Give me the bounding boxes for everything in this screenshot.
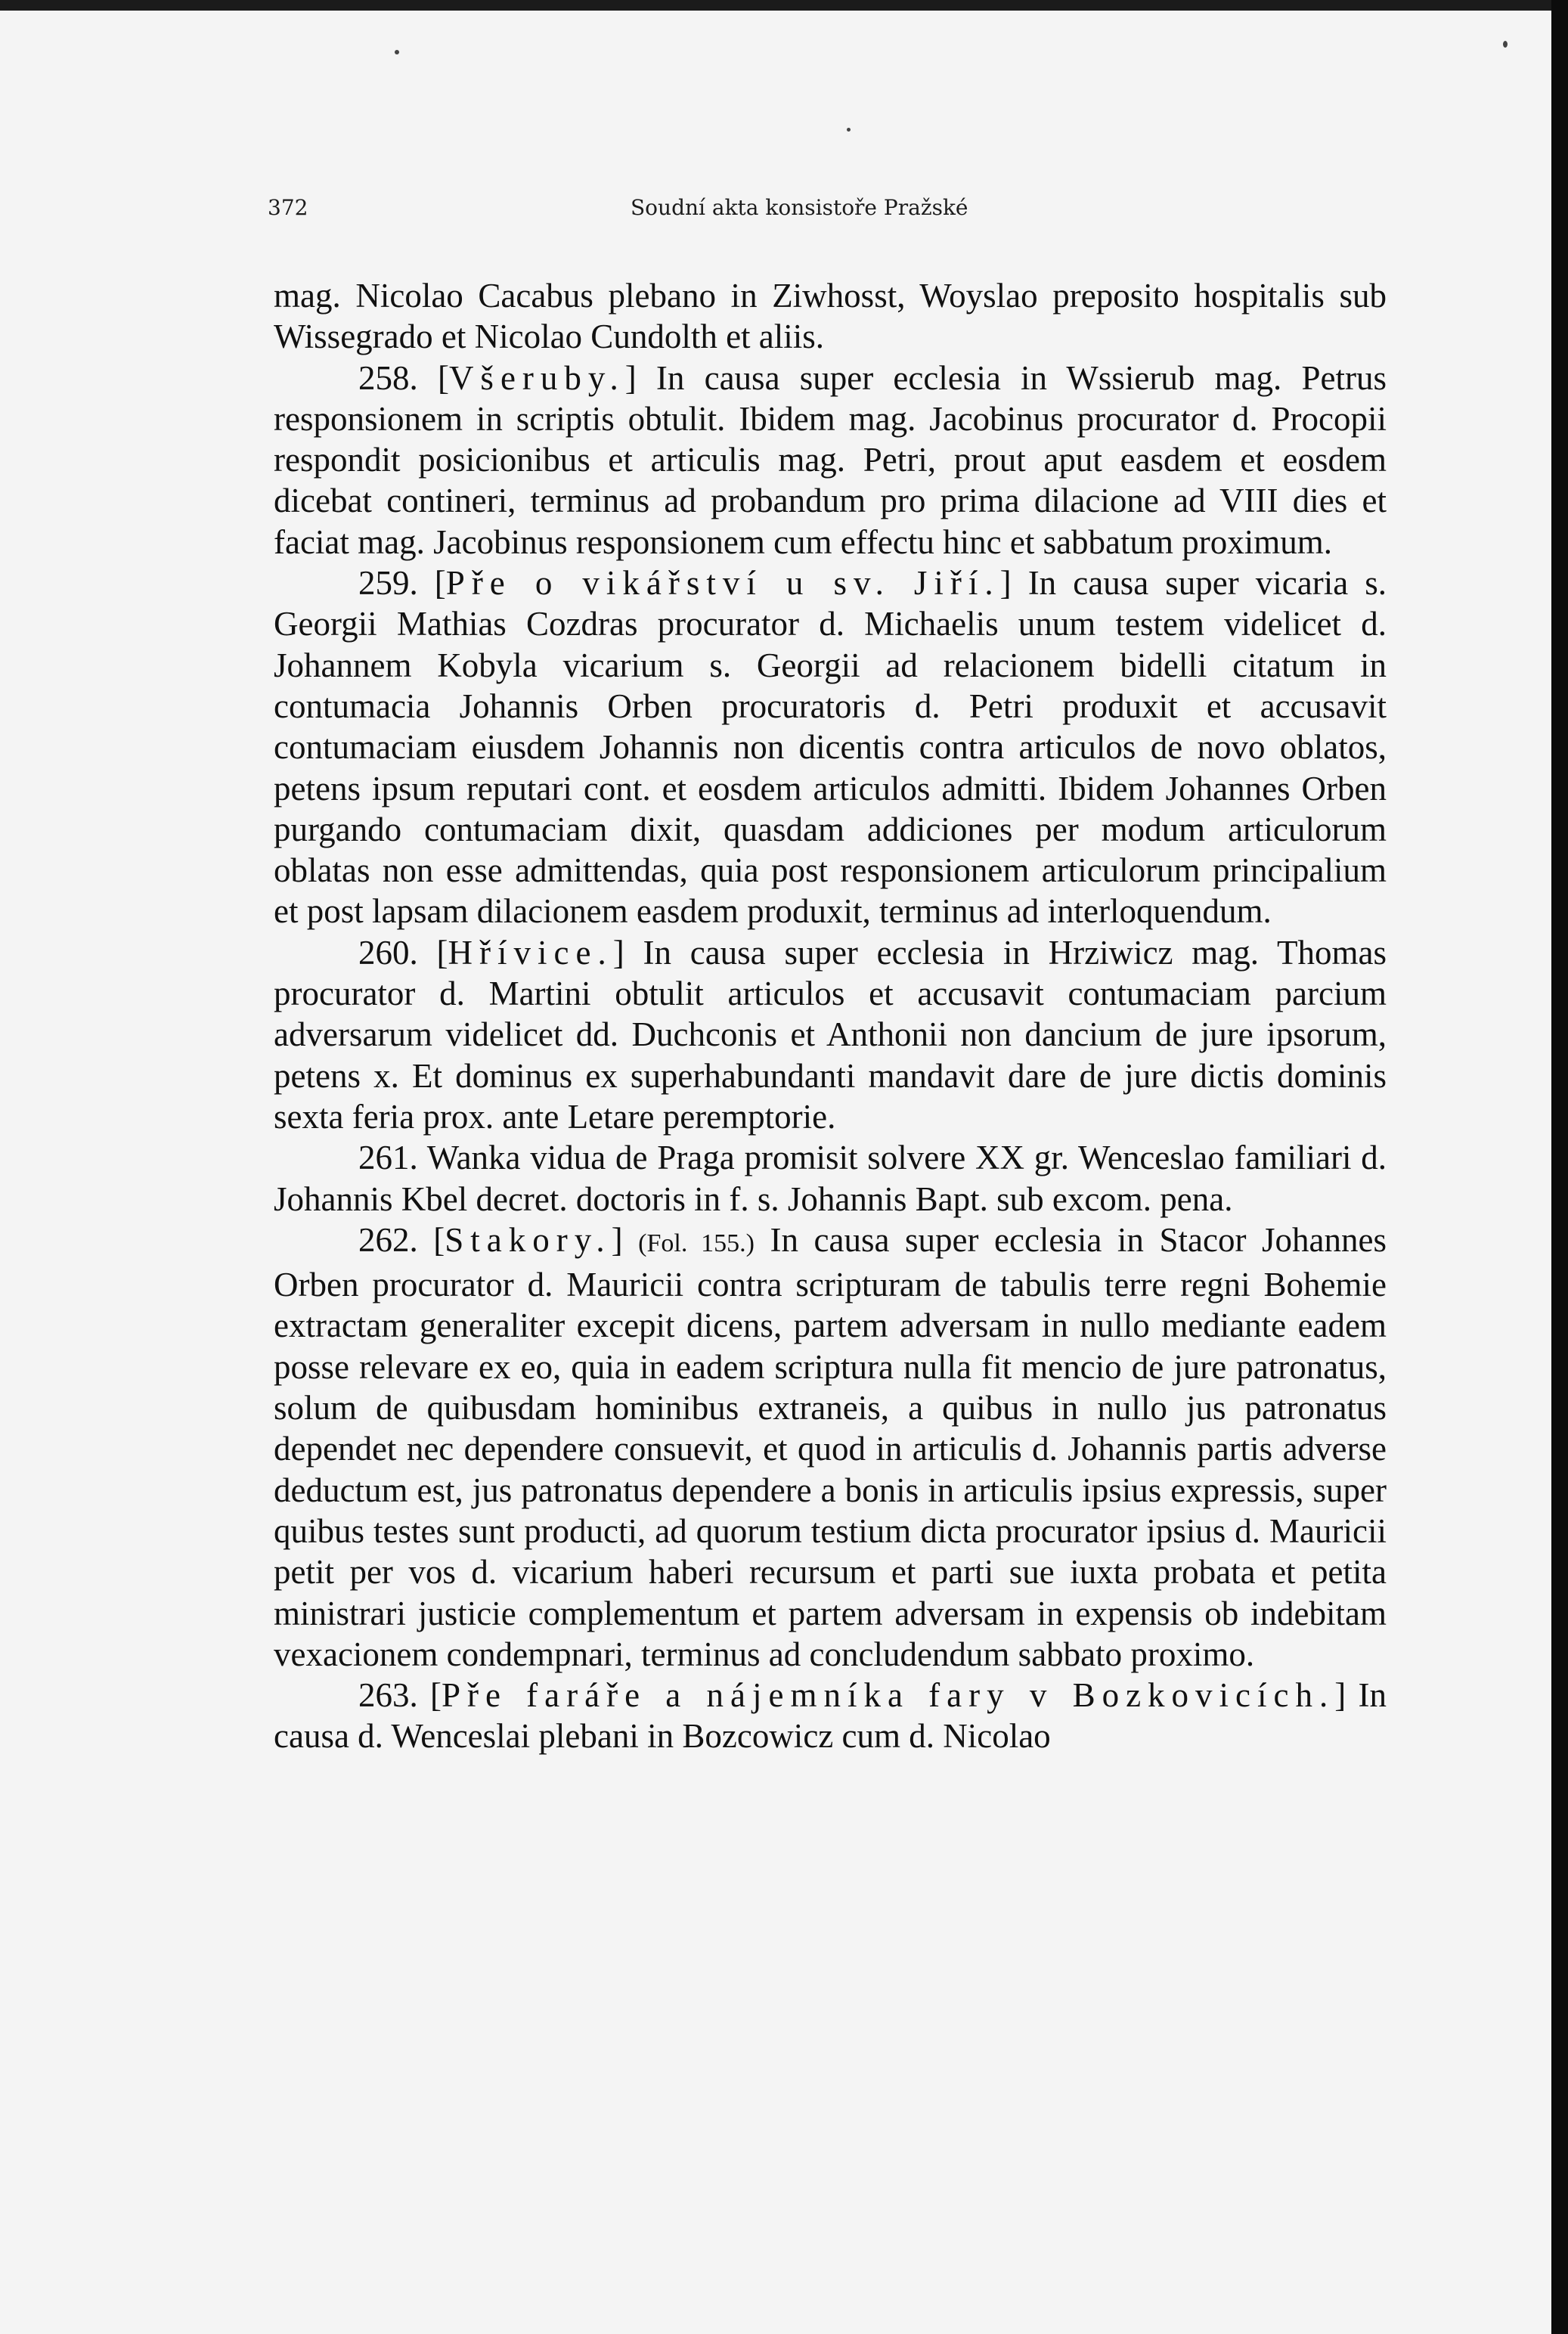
entry-number: 259. [: [358, 564, 446, 603]
entry-number: 260. [: [358, 933, 448, 972]
paragraph-text: mag. Nicolao Cacabus plebano in Ziwhosst, Woyslao preposito hospitalis sub Wissegrado et Nicolao Cundolth et aliis.: [274, 277, 1387, 356]
document-body: [274, 275, 1387, 1757]
bracket-close: ]: [611, 1220, 639, 1259]
entry-text: In causa super ecclesia in Stacor Johannes Orben procurator d. Mauricii contra scripturam de tabulis terre regni Bohemie extractam generaliter excepit dicens, partem adversam in nullo mediante eadem posse relevare ex eo, quia in eadem scriptura nulla fit mencio de jure patronatus, solum de quibusdam hominibus extraneis, a quibus in nullo jus patronatus dependet nec dependere consuevit, et quod in articulis d. Johannis partis adverse deductum est, jus patronatus dependere a bonis in articulis ipsius expressis, super quibus testes sunt producti, ad quorum testium dicta procurator ipsius d. Mauricii petit per vos d. vicarium haberi recursum et parti sue iuxta probata et petita ministrari justicie complementum et partem adversam in expensis ob indebitam vexacionem condempnari, terminus ad concludendum sabbato proximo.: [274, 1220, 1387, 1673]
scan-edge: [1551, 0, 1568, 2334]
place-name: Pře o vikářství u sv. Jiří.: [445, 564, 1000, 603]
scan-speck: [1503, 41, 1508, 48]
page-number: 372: [268, 195, 308, 220]
page-header: [268, 195, 1046, 225]
place-name: Všeruby.: [448, 358, 625, 397]
entry-260: [274, 932, 1387, 1137]
entry-text: ] In causa super vicaria s. Georgii Mathias Cozdras procurator d. Michaelis unum testem videlicet d. Johannem Kobyla vicarium s. Georgii ad relacionem bidelli citatum in contumacia Johannis Orben procuratoris d. Petri produxit et accusavit contumaciam eiusdem Johannis non dicentis contra articulos de novo oblatos, petens ipsum reputari cont. et eosdem articulos admitti. Ibidem Johannes Orben purgando contumaciam dixit, quasdam addiciones per modum articulorum oblatas non esse admittendas, quia post responsionem articulorum principalium et post lapsam dilacionem easdem produxit, terminus ad interloquendum.: [274, 564, 1387, 931]
place-name: Hřívice.: [448, 933, 613, 972]
entry-text: 261. Wanka vidua de Praga promisit solvere XX gr. Wenceslao familiari d. Johannis Kbel decret. doctoris in f. s. Johannis Bapt. sub excom. pena.: [274, 1139, 1387, 1218]
entry-text: ] In causa super ecclesia in Hrziwicz mag. Thomas procurator d. Martini obtulit articulos et accusavit contumaciam parcium adversarum videlicet dd. Duchconis et Anthonii non dancium de jure ipsorum, petens x. Et dominus ex superhabundanti mandavit dare de jure dictis dominis sexta feria prox. ante Letare peremptorie.: [274, 933, 1387, 1136]
entry-number: 263. [: [358, 1676, 442, 1715]
scan-speck: [847, 128, 851, 132]
entry-number: 262. [: [358, 1220, 445, 1259]
entry-262: [274, 1220, 1387, 1675]
entry-number: 258. [: [358, 358, 449, 397]
entry-259: [274, 563, 1387, 932]
folio-reference: (Fol. 155.): [638, 1229, 755, 1257]
scan-speck: [395, 50, 399, 54]
entry-text: ] In causa d. Wenceslai plebani in Bozcowicz cum d. Nicolao: [274, 1676, 1387, 1756]
entry-261: [274, 1137, 1387, 1220]
running-title: Soudní akta konsistoře Pražské: [631, 195, 968, 220]
entry-258: [274, 358, 1387, 563]
place-name: Stakory.: [445, 1220, 612, 1259]
place-name: Pře faráře a nájemníka fary v Bozkovicích.: [441, 1676, 1335, 1715]
entry-text: ] In causa super ecclesia in Wssierub mag. Petrus responsionem in scriptis obtulit. Ibidem mag. Jacobinus procurator d. Procopii respondit posicionibus et articulis mag. Petri, prout aput easdem et eosdem dicebat contineri, terminus ad probandum pro prima dilacione ad VIII dies et faciat mag. Jacobinus responsionem cum effectu hinc et sabbatum proximum.: [274, 358, 1387, 561]
entry-263: [274, 1675, 1387, 1757]
paragraph-intro: [274, 275, 1387, 358]
